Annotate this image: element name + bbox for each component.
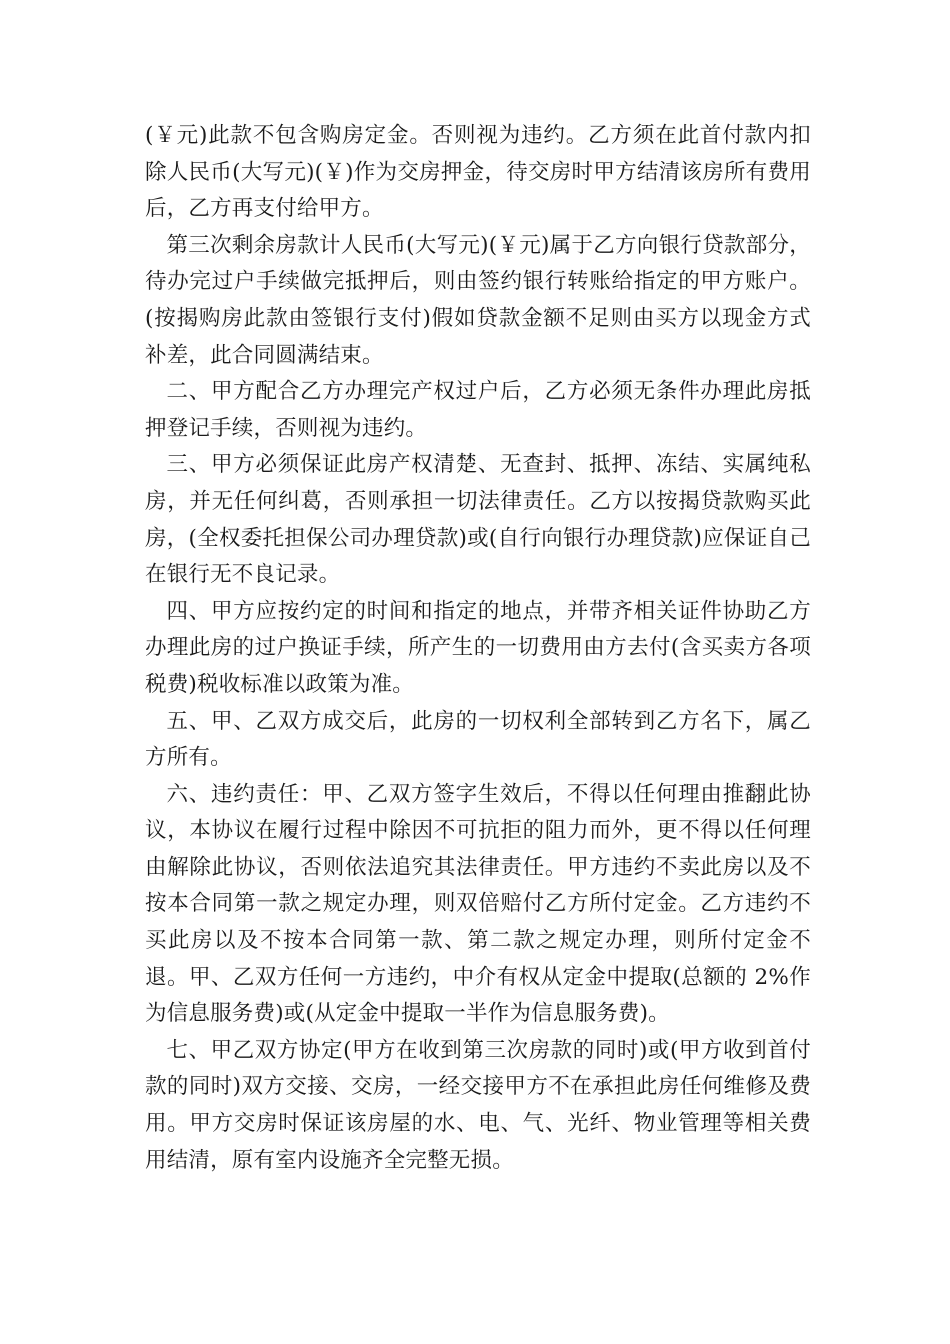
paragraph-clause-7: 七、甲乙双方协定(甲方在收到第三次房款的同时)或(甲方收到首付款的同时)双方交接、交房，一经交接甲方不在承担此房任何维修及费用。甲方交房时保证该房屋的水、电、气、光纤、物业管理等相关费用结清，原有室内设施齐全完整无损。 [145, 1037, 811, 1173]
paragraph-clause-2: 二、甲方配合乙方办理完产权过户后，乙方必须无条件办理此房抵押登记手续，否则视为违约。 [145, 379, 811, 441]
paragraph-clause-5: 五、甲、乙双方成交后，此房的一切权利全部转到乙方名下，属乙方所有。 [145, 708, 811, 771]
paragraph-down-payment-continued: (￥元)此款不包含购房定金。否则视为违约。乙方须在此首付款内扣除人民币(大写元)(￥)作为交房押金，待交房时甲方结清该房所有费用后，乙方再支付给甲方。 [145, 123, 811, 222]
paragraph-clause-3: 三、甲方必须保证此房产权清楚、无查封、抵押、冻结、实属纯私房，并无任何纠葛，否则承担一切法律责任。乙方以按揭贷款购买此房，(全权委托担保公司办理贷款)或(自行向银行办理贷款)应保证自己在银行无不良记录。 [145, 452, 811, 588]
paragraph-third-payment: 第三次剩余房款计人民币(大写元)(￥元)属于乙方向银行贷款部分，待办完过户手续做完抵押后，则由签约银行转账给指定的甲方账户。(按揭购房此款由签银行支付)假如贷款金额不足则由买方以现金方式补差，此合同圆满结束。 [145, 232, 811, 368]
paragraph-clause-4: 四、甲方应按约定的时间和指定的地点，并带齐相关证件协助乙方办理此房的过户换证手续，所产生的一切费用由方去付(含买卖方各项税费)税收标准以政策为准。 [145, 598, 811, 697]
paragraph-clause-6: 六、违约责任：甲、乙双方签字生效后，不得以任何理由推翻此协议，本协议在履行过程中除因不可抗拒的阻力而外，更不得以任何理由解除此协议，否则依法追究其法律责任。甲方违约不卖此房以及不按本合同第一款之规定办理，则双倍赔付乙方所付定金。乙方违约不买此房以及不按本合同第一款、第二款之规定办理，则所付定金不退。甲、乙双方任何一方违约，中介有权从定金中提取(总额的 2%作为信息服务费)或(从定金中提取一半作为信息服务费)。 [145, 781, 811, 1027]
document-body [145, 118, 811, 1179]
